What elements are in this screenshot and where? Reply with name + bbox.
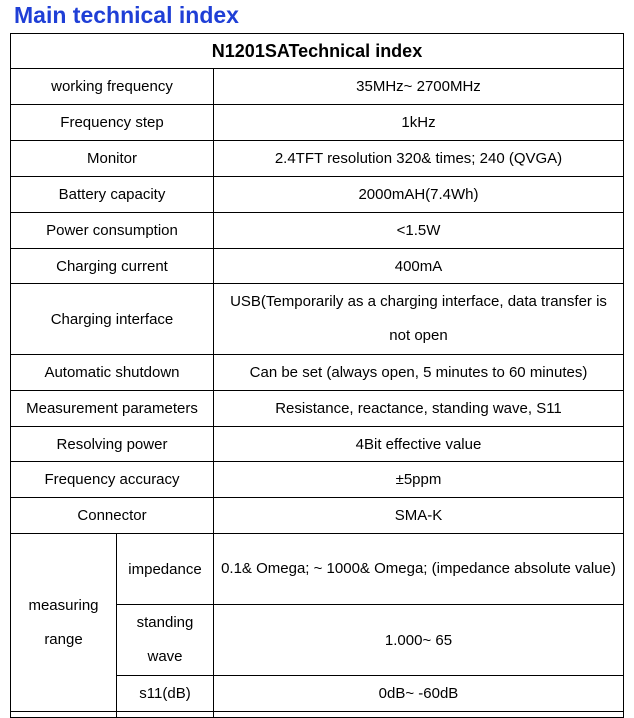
row-value: SMA-K	[214, 498, 624, 534]
sub-value: 1.000~ 65	[214, 605, 624, 676]
sub-value: 0dB~ -60dB	[214, 676, 624, 712]
table-row	[11, 141, 624, 177]
row-label: Charging current	[11, 249, 214, 284]
sub-label: s11(dB)	[117, 676, 214, 712]
row-label: Charging interface	[11, 284, 214, 355]
row-value: <1.5W	[214, 213, 624, 249]
table-row	[11, 105, 624, 141]
row-label: Resolving power	[11, 427, 214, 462]
table-row	[11, 284, 624, 355]
table-row	[11, 249, 624, 284]
empty-cell	[117, 712, 214, 718]
table-row	[11, 391, 624, 427]
table-row	[11, 427, 624, 462]
row-label: Automatic shutdown	[11, 355, 214, 391]
sub-value: 0.1& Omega; ~ 1000& Omega; (impedance absolute value)	[214, 534, 624, 605]
measuring-range-label: measuring range	[11, 534, 117, 712]
row-value: USB(Temporarily as a charging interface, data transfer is not open	[214, 284, 624, 355]
page-heading: Main technical index	[14, 2, 239, 28]
empty-cell	[214, 712, 624, 718]
table-row	[11, 355, 624, 391]
row-value: 35MHz~ 2700MHz	[214, 69, 624, 105]
table-row	[11, 498, 624, 534]
row-value: 1kHz	[214, 105, 624, 141]
row-label: Frequency accuracy	[11, 462, 214, 498]
table-title-row	[11, 34, 624, 69]
row-label: Measurement parameters	[11, 391, 214, 427]
table-row	[11, 462, 624, 498]
row-value: 2.4TFT resolution 320& times; 240 (QVGA)	[214, 141, 624, 177]
sub-label: impedance	[117, 534, 214, 605]
table-row	[11, 177, 624, 213]
row-value: 400mA	[214, 249, 624, 284]
table-row	[11, 213, 624, 249]
row-value: 2000mAH(7.4Wh)	[214, 177, 624, 213]
empty-cell	[11, 712, 117, 718]
technical-index-table	[10, 33, 624, 718]
row-label: Monitor	[11, 141, 214, 177]
sub-label: standing wave	[117, 605, 214, 676]
row-label: Battery capacity	[11, 177, 214, 213]
table-row	[11, 69, 624, 105]
row-value: Can be set (always open, 5 minutes to 60 minutes)	[214, 355, 624, 391]
table-title: N1201SATechnical index	[11, 34, 624, 69]
row-label: Connector	[11, 498, 214, 534]
row-value: ±5ppm	[214, 462, 624, 498]
table-row-cut	[11, 712, 624, 718]
row-label: working frequency	[11, 69, 214, 105]
row-label: Frequency step	[11, 105, 214, 141]
row-value: 4Bit effective value	[214, 427, 624, 462]
row-label: Power consumption	[11, 213, 214, 249]
row-value: Resistance, reactance, standing wave, S11	[214, 391, 624, 427]
table-row	[11, 534, 624, 605]
